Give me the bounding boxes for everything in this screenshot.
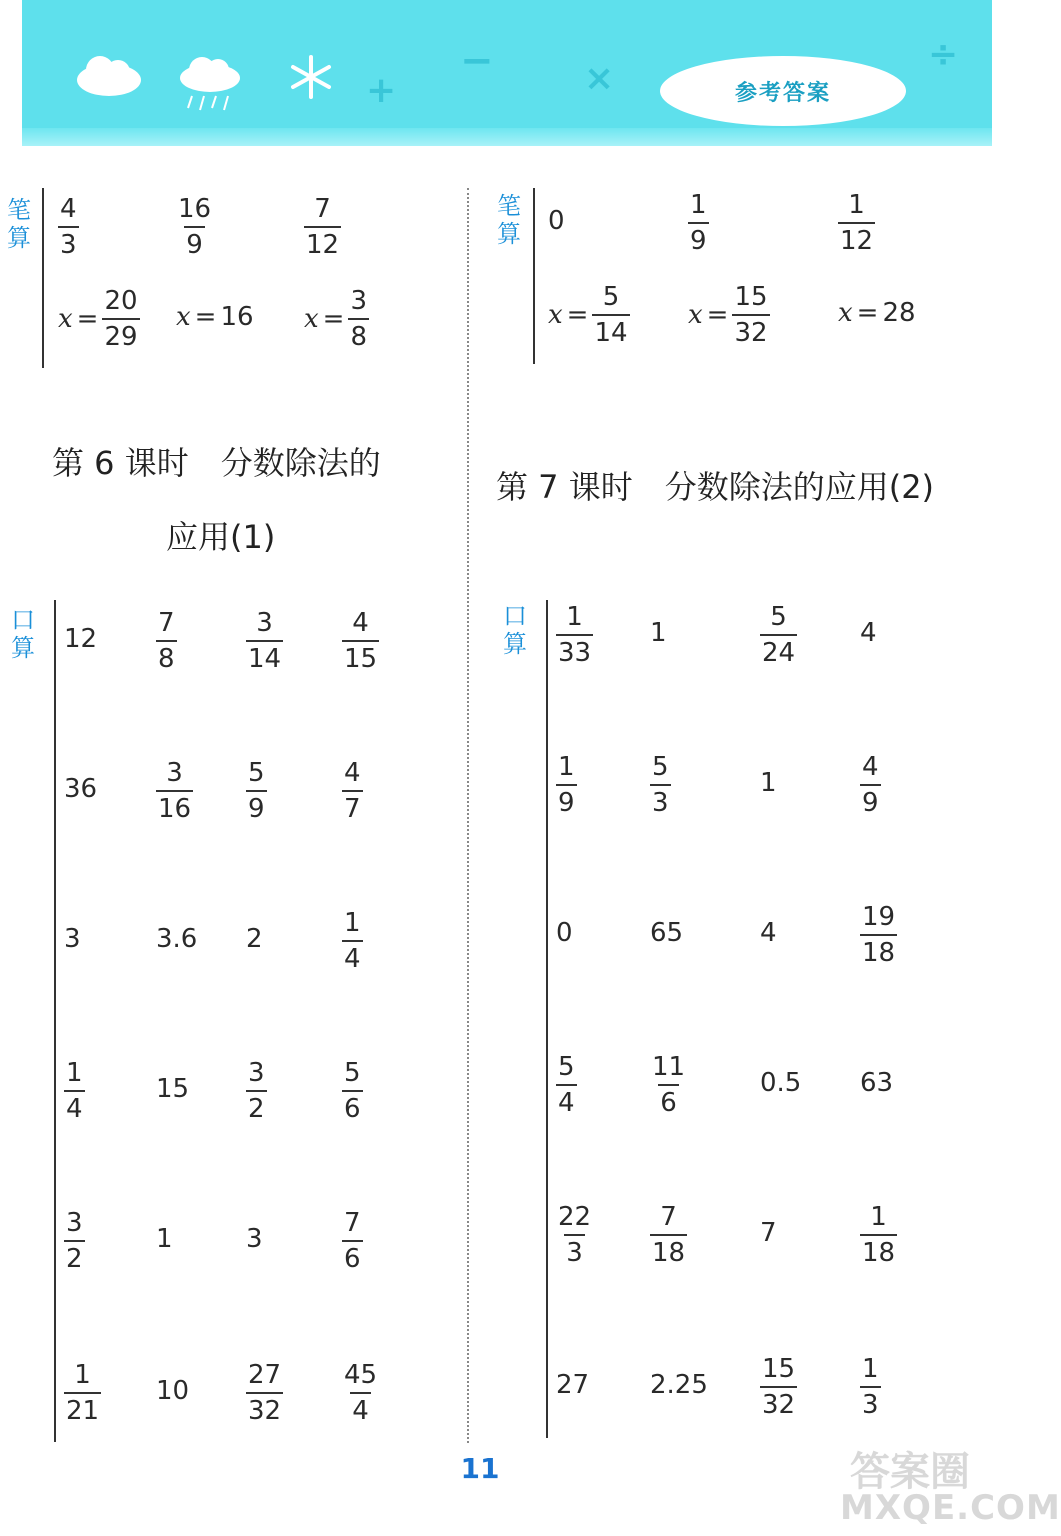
numerator: 3 [350,286,368,316]
fraction [246,1056,267,1126]
denominator: 16 [156,790,193,826]
fraction [156,756,193,826]
column-divider [467,188,469,1443]
denominator: 6 [342,1090,363,1126]
answer-cell [860,1200,897,1270]
numerator: 19 [862,902,896,932]
answer-value: 10 [156,1376,190,1406]
answer-cell [156,1376,189,1406]
label-oral-left: 口算 [11,606,35,662]
fraction [838,188,875,258]
denominator: 8 [348,318,369,354]
denominator: 9 [556,784,577,820]
answer-cell [156,1224,173,1254]
fraction [342,756,363,826]
answer-cell [760,768,777,798]
equals-sign: = [322,304,345,334]
header-banner-fold [22,128,992,146]
numerator: 5 [344,1058,361,1088]
variable-x: x [304,304,319,334]
variable-x: x [176,302,191,332]
fraction [102,284,139,354]
fraction [342,1206,363,1276]
fraction [64,1358,101,1428]
numerator: 4 [352,608,369,638]
answer-cell [246,756,267,826]
answer-badge [660,56,906,126]
answer-cell [860,750,881,820]
variable-x: x [838,298,853,328]
answer-value: 36 [64,774,98,804]
numerator: 1 [870,1202,887,1232]
lesson7-title: 第 7 课时 分数除法的应用(2) [496,468,935,506]
denominator: 9 [688,222,709,258]
numerator: 22 [558,1202,592,1232]
denominator: 6 [342,1240,363,1276]
answer-cell [760,600,797,670]
denominator: 8 [156,640,177,676]
numerator: 20 [104,286,138,316]
fraction [592,280,629,350]
answer-value: 2.25 [650,1370,708,1400]
numerator: 1 [848,190,865,220]
denominator: 12 [304,226,341,262]
bracket-line [533,188,535,364]
fraction [342,606,379,676]
numerator: 7 [660,1202,677,1232]
answer-value: 3 [64,924,81,954]
denominator: 4 [64,1090,85,1126]
fraction [556,1200,593,1270]
numerator: 4 [344,758,361,788]
answer-cell [176,302,254,332]
numerator: 3 [166,758,183,788]
answer-cell [650,618,667,648]
label-written-right: 笔算 [497,192,521,248]
numerator: 1 [74,1360,91,1390]
label-oral-right: 口算 [503,602,527,658]
answer-cell [156,606,177,676]
snowflake-icon [288,54,334,100]
numerator: 27 [248,1360,282,1390]
equals-sign: = [76,304,99,334]
numerator: 1 [344,908,361,938]
fraction [556,600,593,670]
equals-sign: = [194,302,217,332]
answer-cell [342,606,379,676]
denominator: 21 [64,1392,101,1428]
fraction [64,1206,85,1276]
numerator: 4 [862,752,879,782]
answer-cell [650,1370,708,1400]
fraction [650,1050,687,1120]
numerator: 15 [734,282,768,312]
numerator: 3 [66,1208,83,1238]
answer-cell [688,280,770,350]
fraction [348,284,369,354]
denominator: 9 [184,226,205,262]
answer-cell [64,774,97,804]
numerator: 7 [158,608,175,638]
numerator: 3 [256,608,273,638]
answer-cell [556,750,577,820]
answer-value: 28 [882,298,916,328]
answer-cell [64,924,81,954]
denominator: 4 [342,940,363,976]
fraction [304,192,341,262]
equals-sign: = [706,300,729,330]
numerator: 5 [602,282,620,312]
numerator: 16 [178,194,212,224]
watermark-logo: 答案圈 [850,1449,970,1495]
answer-label: 参考答案 [734,80,831,106]
denominator: 4 [556,1084,577,1120]
answer-cell [246,1224,263,1254]
answer-cell [304,192,341,262]
denominator: 32 [732,314,769,350]
bracket-line [42,188,44,368]
denominator: 18 [860,934,897,970]
answer-value: 27 [556,1370,590,1400]
answer-cell [556,600,593,670]
answer-cell [760,1352,797,1422]
fraction [688,188,709,258]
numerator: 5 [652,752,669,782]
answer-cell [64,1206,85,1276]
answer-cell [556,1200,593,1270]
answer-value: 15 [156,1074,190,1104]
bracket-line [546,600,548,1438]
answer-value: 4 [760,918,777,948]
denominator: 2 [246,1090,267,1126]
denominator: 32 [246,1392,283,1428]
fraction [860,1352,881,1422]
answer-cell [342,1056,363,1126]
numerator: 45 [344,1360,378,1390]
answer-value: 7 [760,1218,777,1248]
answer-cell [556,918,573,948]
equals-sign: = [566,300,589,330]
fraction [342,1056,363,1126]
fraction [860,750,881,820]
numerator: 4 [60,194,77,224]
answer-cell [246,606,283,676]
denominator: 9 [246,790,267,826]
answer-cell [548,206,565,236]
numerator: 11 [652,1052,686,1082]
fraction [732,280,769,350]
fraction [860,1200,897,1270]
denominator: 4 [350,1392,371,1428]
answer-value: 2 [246,924,263,954]
denominator: 14 [592,314,629,350]
answer-cell [246,924,263,954]
fraction [556,750,577,820]
answer-cell [342,1206,363,1276]
answer-cell [860,900,897,970]
answer-cell [176,192,213,262]
denominator: 18 [860,1234,897,1270]
denominator: 15 [342,640,379,676]
numerator: 1 [862,1354,879,1384]
answer-cell [860,1352,881,1422]
answer-cell [246,1358,283,1428]
numerator: 1 [566,602,583,632]
denominator: 7 [342,790,363,826]
answer-cell [650,918,683,948]
answer-value: 0.5 [760,1068,802,1098]
denominator: 3 [860,1386,881,1422]
fraction [176,192,213,262]
answer-cell [58,284,140,354]
answer-cell [58,192,79,262]
answer-cell [650,750,671,820]
answer-value: 1 [650,618,667,648]
answer-cell [760,1218,777,1248]
answer-value: 1 [156,1224,173,1254]
label-written-left: 笔算 [7,196,31,252]
answer-cell [838,298,916,328]
answer-cell [860,1068,893,1098]
answer-value: 4 [860,618,877,648]
answer-cell [556,1050,577,1120]
plus-symbol-icon: + [366,70,397,111]
rain-cloud-icon [176,52,244,116]
fraction [760,1352,797,1422]
denominator: 32 [760,1386,797,1422]
answer-cell [548,280,630,350]
answer-cell [246,1056,267,1126]
denominator: 33 [556,634,593,670]
denominator: 2 [64,1240,85,1276]
fraction [650,1200,687,1270]
answer-value: 65 [650,918,684,948]
answer-cell [342,756,363,826]
answer-value: 3.6 [156,924,198,954]
page-number: 11 [460,1452,500,1485]
watermark-url: MXQE.COM [840,1488,1061,1528]
answer-cell [342,1358,379,1428]
answer-cell [688,188,709,258]
numerator: 7 [344,1208,361,1238]
fraction [246,756,267,826]
numerator: 5 [770,602,787,632]
fraction [156,606,177,676]
answer-value: 16 [220,302,254,332]
denominator: 3 [58,226,79,262]
numerator: 15 [762,1354,796,1384]
minus-symbol-icon: − [460,38,494,84]
answer-cell [64,1358,101,1428]
answer-value: 3 [246,1224,263,1254]
numerator: 7 [314,194,331,224]
answer-cell [64,624,97,654]
answer-value: 63 [860,1068,894,1098]
answer-value: 1 [760,768,777,798]
fraction [342,906,363,976]
denominator: 9 [860,784,881,820]
numerator: 1 [690,190,707,220]
denominator: 12 [838,222,875,258]
numerator: 3 [248,1058,265,1088]
answer-value: 12 [64,624,98,654]
variable-x: x [548,300,563,330]
answer-cell [156,1074,189,1104]
fraction [556,1050,577,1120]
answer-cell [156,756,193,826]
lesson6-title-line2: 应用(1) [166,518,276,556]
lesson6-title-line1: 第 6 课时 分数除法的 [52,444,381,482]
numerator: 1 [558,752,575,782]
numerator: 5 [558,1052,575,1082]
bracket-line [54,600,56,1442]
answer-cell [64,1056,85,1126]
answer-value: 0 [548,206,565,236]
denominator: 6 [658,1084,679,1120]
numerator: 5 [248,758,265,788]
answer-cell [304,284,369,354]
denominator: 18 [650,1234,687,1270]
fraction [860,900,897,970]
divide-symbol-icon: ÷ [928,34,959,75]
answer-cell [760,918,777,948]
fraction [342,1358,379,1428]
variable-x: x [688,300,703,330]
answer-cell [860,618,877,648]
denominator: 3 [650,784,671,820]
answer-value: 0 [556,918,573,948]
answer-cell [342,906,363,976]
fraction [246,606,283,676]
answer-cell [760,1068,801,1098]
cloud-icon [74,48,144,98]
denominator: 3 [564,1234,585,1270]
answer-cell [650,1050,687,1120]
variable-x: x [58,304,73,334]
fraction [64,1056,85,1126]
fraction [650,750,671,820]
answer-cell [650,1200,687,1270]
denominator: 24 [760,634,797,670]
numerator: 1 [66,1058,83,1088]
denominator: 29 [102,318,139,354]
times-symbol-icon: × [584,58,615,99]
fraction [246,1358,283,1428]
answer-cell [838,188,875,258]
denominator: 14 [246,640,283,676]
answer-cell [156,924,197,954]
fraction [58,192,79,262]
answer-cell [556,1370,589,1400]
equals-sign: = [856,298,879,328]
fraction [760,600,797,670]
